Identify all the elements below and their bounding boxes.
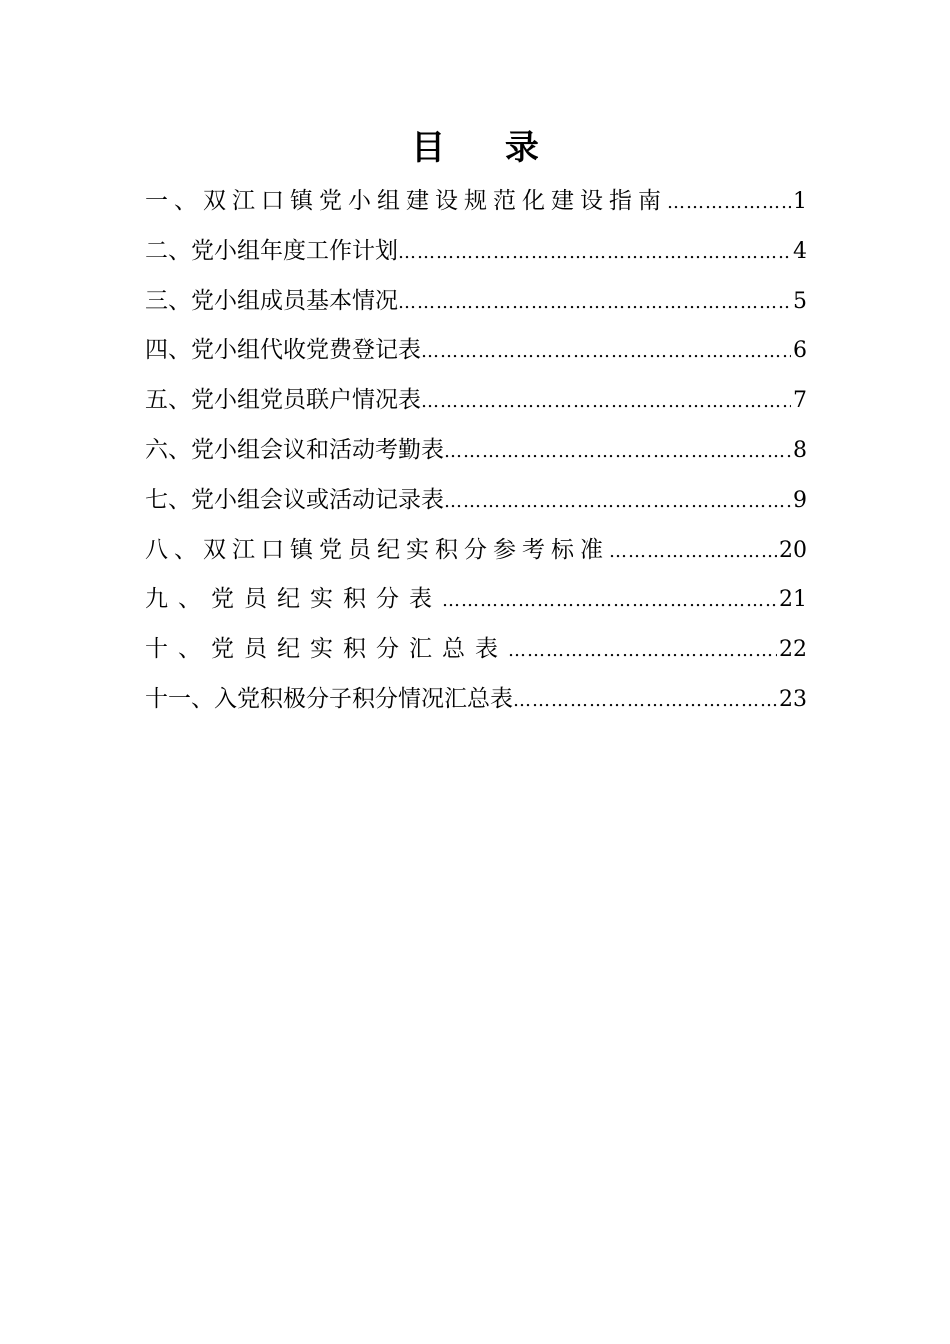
toc-leader-dots <box>667 178 791 227</box>
toc-entry-page: 20 <box>779 537 807 563</box>
toc-entry-page: 8 <box>793 437 807 463</box>
toc-entry[interactable] <box>145 376 807 426</box>
toc-leader-dots <box>513 676 777 725</box>
toc-leader-dots <box>398 228 791 277</box>
toc-entry-label: 九、党员纪实积分表 <box>145 586 442 613</box>
toc-entry[interactable] <box>145 326 807 376</box>
toc-entry-label: 五、党小组党员联户情况表 <box>145 387 421 414</box>
toc-entry-label: 十一、入党积极分子积分情况汇总表 <box>145 685 513 712</box>
toc-leader-dots <box>398 278 791 327</box>
toc-entry-label: 六、党小组会议和活动考勤表 <box>145 436 444 463</box>
toc-leader-dots <box>442 576 777 625</box>
toc-leader-dots <box>609 527 777 576</box>
toc-leader-dots <box>508 626 777 675</box>
toc-entry[interactable] <box>145 625 807 675</box>
toc-entry-label: 七、党小组会议或活动记录表 <box>145 486 444 513</box>
toc-entry[interactable] <box>145 476 807 526</box>
toc-entry-label: 十、党员纪实积分汇总表 <box>145 636 508 663</box>
toc-entry-page: 9 <box>793 487 807 513</box>
toc-entry[interactable] <box>145 177 807 227</box>
toc-entry-label: 一、双江口镇党小组建设规范化建设指南 <box>145 188 667 214</box>
toc-title: 目 录 <box>411 128 563 168</box>
toc-leader-dots <box>421 327 791 376</box>
toc-entry[interactable] <box>145 526 807 576</box>
toc-entry[interactable] <box>145 575 807 625</box>
table-of-contents <box>145 177 807 725</box>
toc-entry[interactable] <box>145 675 807 725</box>
toc-leader-dots <box>444 477 791 526</box>
toc-entry-label: 二、党小组年度工作计划 <box>145 237 398 264</box>
toc-leader-dots <box>421 377 791 426</box>
toc-entry-page: 23 <box>779 686 807 712</box>
toc-entry-page: 6 <box>793 338 807 364</box>
toc-entry[interactable] <box>145 277 807 327</box>
toc-entry-page: 22 <box>779 637 807 663</box>
toc-entry-page: 7 <box>793 388 807 414</box>
toc-entry-page: 5 <box>793 288 807 314</box>
toc-entry-label: 四、党小组代收党费登记表 <box>145 337 421 364</box>
toc-entry-page: 1 <box>793 189 807 214</box>
toc-entry[interactable] <box>145 426 807 476</box>
toc-entry[interactable] <box>145 227 807 277</box>
toc-entry-label: 三、党小组成员基本情况 <box>145 287 398 314</box>
toc-leader-dots <box>444 427 791 476</box>
toc-entry-page: 4 <box>793 238 807 264</box>
toc-entry-page: 21 <box>779 587 807 613</box>
toc-entry-label: 八、双江口镇党员纪实积分参考标准 <box>145 536 609 563</box>
